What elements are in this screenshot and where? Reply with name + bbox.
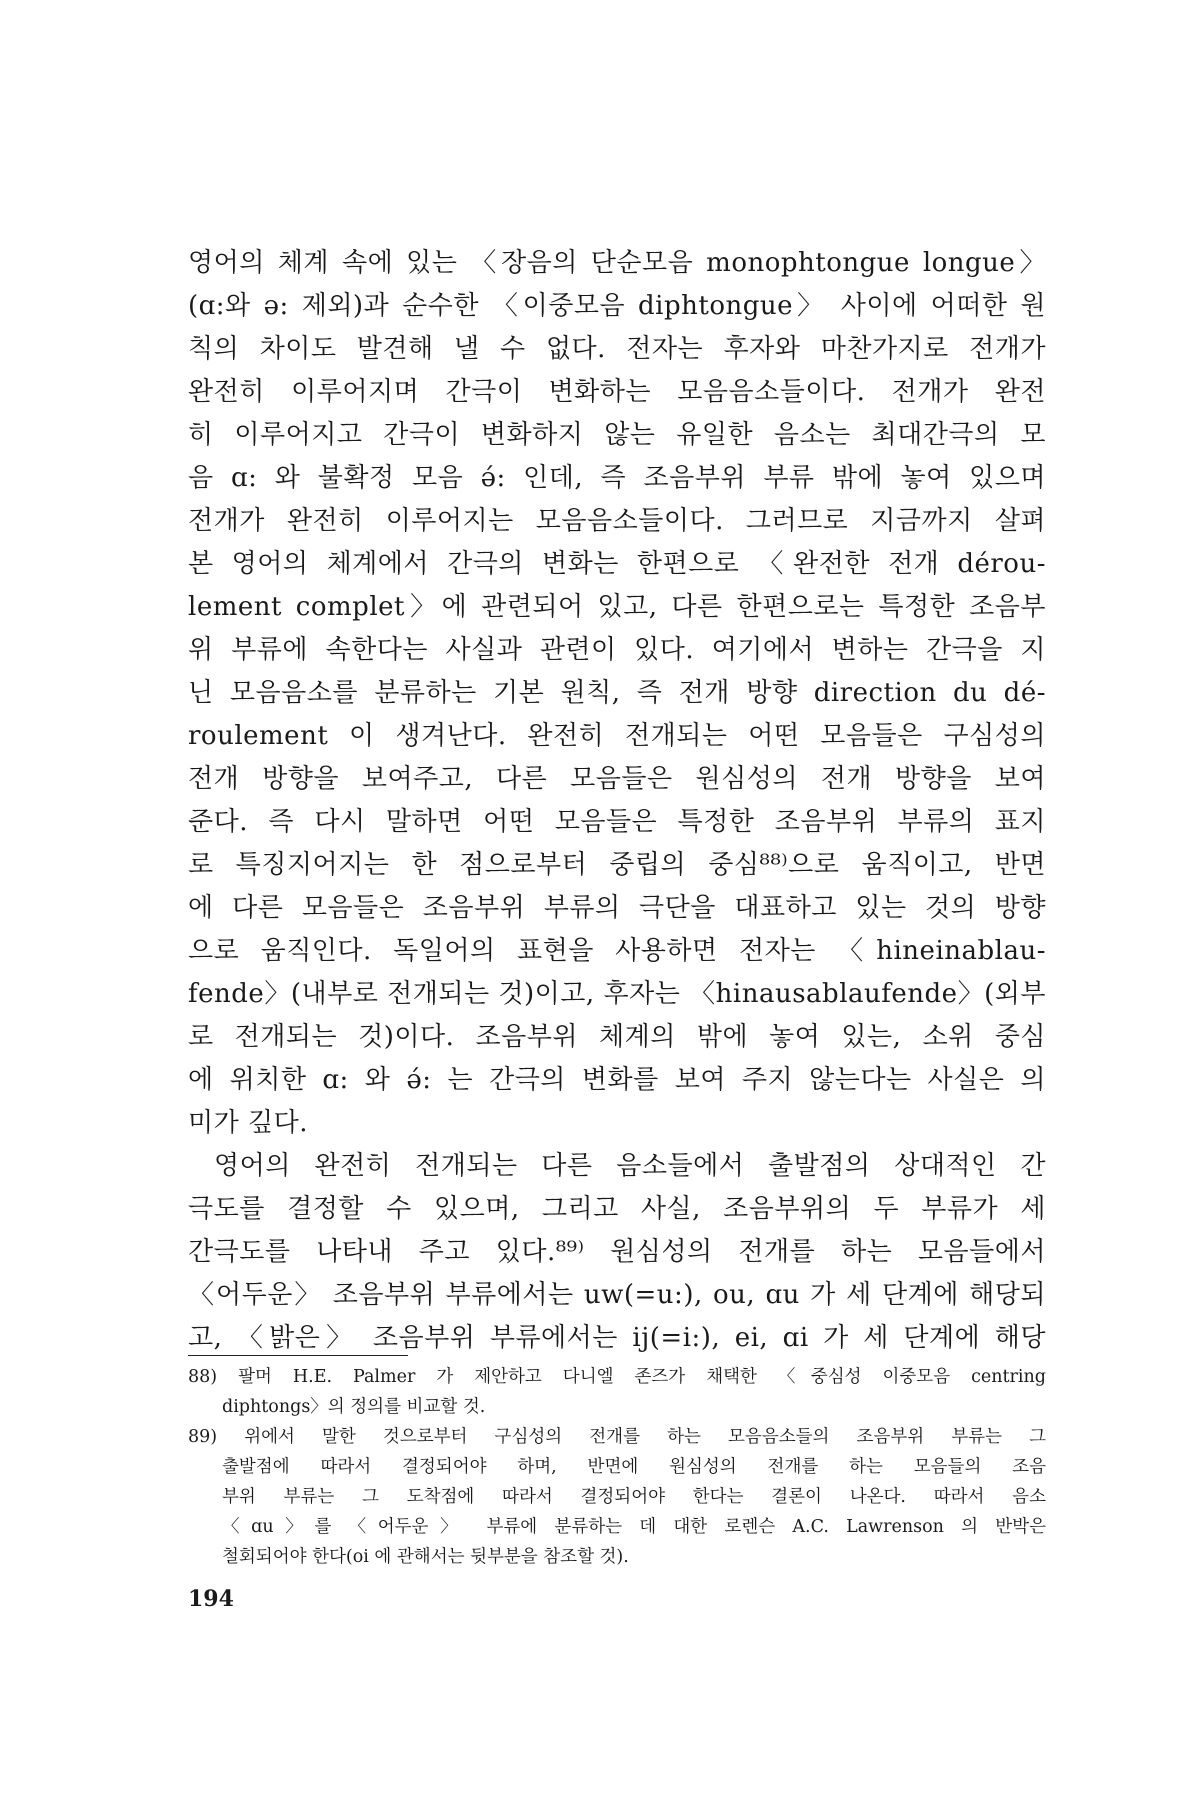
text-line: 전개 방향을 보여주고, 다른 모음들은 원심성의 전개 방향을 보여 xyxy=(188,764,1046,794)
text-line: 극도를 결정할 수 있으며, 그리고 사실, 조음부위의 두 부류가 세 xyxy=(188,1194,1046,1224)
text-line: 전개가 완전히 이루어지는 모음음소들이다. 그러므로 지금까지 살펴 xyxy=(188,506,1046,536)
text-line: lement complet〉에 관련되어 있고, 다른 한편으로는 특정한 조음부 xyxy=(188,592,1046,622)
footnote-89-line: 부위 부류는 그 도착점에 따라서 결정되어야 한다는 결론이 나온다. 따라서 음소 xyxy=(222,1487,1046,1507)
text-line: roulement 이 생겨난다. 완전히 전개되는 어떤 모음들은 구심성의 xyxy=(188,721,1046,751)
text-line: 완전히 이루어지며 간극이 변화하는 모음음소들이다. 전개가 완전 xyxy=(188,377,1046,407)
text-line: 간극도를 나타내 주고 있다.⁸⁹⁾ 원심성의 전개를 하는 모음들에서 xyxy=(188,1237,1046,1267)
text-line: 에 다른 모음들은 조음부위 부류의 극단을 대표하고 있는 것의 방향 xyxy=(188,893,1046,923)
text-line: 칙의 차이도 발견해 낼 수 없다. 전자는 후자와 마찬가지로 전개가 xyxy=(188,334,1046,364)
text-line: 고, 〈밝은〉 조음부위 부류에서는 ij(=i:), ei, ɑi 가 세 단계에 해당 xyxy=(188,1323,1046,1353)
text-line: 로 특징지어지는 한 점으로부터 중립의 중심⁸⁸⁾으로 움직이고, 반면 xyxy=(188,850,1046,880)
text-line: 본 영어의 체계에서 간극의 변화는 한편으로 〈완전한 전개 dérou- xyxy=(188,549,1046,579)
text-line: fende〉(내부로 전개되는 것)이고, 후자는 〈hinausablaufende〉(외부 xyxy=(188,979,1046,1009)
footnote-89-line: 89) 위에서 말한 것으로부터 구심성의 전개를 하는 모음음소들의 조음부위 부류는 그 xyxy=(188,1427,1046,1447)
footnote-89-line: 출발점에 따라서 결정되어야 하며, 반면에 원심성의 전개를 하는 모음들의 조음 xyxy=(222,1457,1046,1477)
main-text xyxy=(188,242,1046,1360)
text-line: 음 ɑ: 와 불확정 모음 ə́: 인데, 즉 조음부위 부류 밖에 놓여 있으며 xyxy=(188,463,1046,493)
footnote-89-line: 철회되어야 한다(oi 에 관해서는 뒷부분을 참조할 것). xyxy=(222,1547,629,1567)
footnotes xyxy=(188,1362,1046,1572)
page-number: 194 xyxy=(188,1586,234,1612)
text-line: 준다. 즉 다시 말하면 어떤 모음들은 특정한 조음부위 부류의 표지 xyxy=(188,807,1046,837)
footnote-89-line: 〈ɑu〉를 〈어두운〉 부류에 분류하는 데 대한 로렌슨 A.C. Lawrenson 의 반박은 xyxy=(222,1517,1046,1537)
text-line: 〈어두운〉 조음부위 부류에서는 uw(=u:), ou, ɑu 가 세 단계에 해당되 xyxy=(188,1280,1046,1310)
text-line: 미가 깊다. xyxy=(188,1108,308,1138)
text-line: 위 부류에 속한다는 사실과 관련이 있다. 여기에서 변하는 간극을 지 xyxy=(188,635,1046,665)
text-line: (ɑ:와 ə: 제외)과 순수한 〈이중모음 diphtongue〉 사이에 어떠한 원 xyxy=(188,291,1046,321)
footnote-88-line: diphtongs〉의 정의를 비교할 것. xyxy=(222,1397,486,1417)
text-line: 로 전개되는 것)이다. 조음부위 체계의 밖에 놓여 있는, 소위 중심 xyxy=(188,1022,1046,1052)
text-line: 에 위치한 ɑ: 와 ə́: 는 간극의 변화를 보여 주지 않는다는 사실은 의 xyxy=(188,1065,1046,1095)
text-line: 영어의 완전히 전개되는 다른 음소들에서 출발점의 상대적인 간 xyxy=(214,1151,1046,1181)
text-line: 닌 모음음소를 분류하는 기본 원칙, 즉 전개 방향 direction du dé- xyxy=(188,678,1046,708)
footnote-separator xyxy=(188,1355,408,1356)
footnote-88-line: 88) 팔머 H.E. Palmer 가 제안하고 다니엘 존즈가 채택한 〈중심성 이중모음 centring xyxy=(188,1367,1046,1387)
text-line: 으로 움직인다. 독일어의 표현을 사용하면 전자는 〈hineinablau- xyxy=(188,936,1046,966)
text-line: 히 이루어지고 간극이 변화하지 않는 유일한 음소는 최대간극의 모 xyxy=(188,420,1046,450)
text-line: 영어의 체계 속에 있는 〈장음의 단순모음 monophtongue longue〉 xyxy=(188,248,1046,278)
